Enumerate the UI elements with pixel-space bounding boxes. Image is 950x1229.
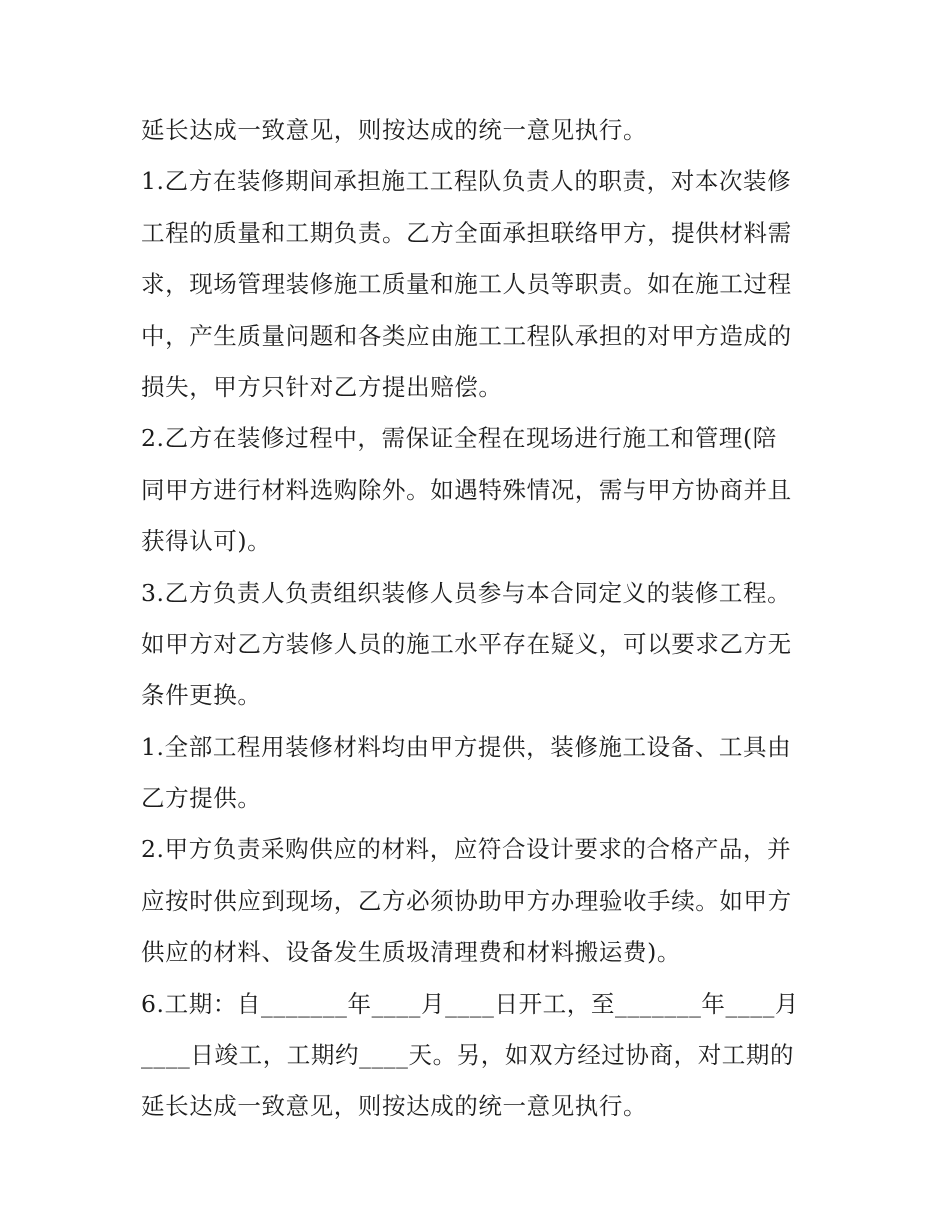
text-line: 如甲方对乙方装修人员的施工水平存在疑义，可以要求乙方无 [141, 629, 792, 658]
text-line: 工程的质量和工期负责。乙方全面承担联络甲方，提供材料需 [141, 218, 792, 247]
text-line: 2.甲方负责采购供应的材料，应符合设计要求的合格产品，并 [141, 835, 792, 864]
text-line: 1.乙方在装修期间承担施工工程队负责人的职责，对本次装修 [141, 167, 792, 196]
text-line: 中，产生质量问题和各类应由施工工程队承担的对甲方造成的 [141, 321, 792, 350]
text-line: 应按时供应到现场，乙方必须协助甲方办理验收手续。如甲方 [141, 886, 792, 915]
text-line: ____日竣工，工期约____天。另，如双方经过协商，对工期的 [141, 1041, 795, 1070]
text-line: 延长达成一致意见，则按达成的统一意见执行。 [141, 1092, 648, 1121]
text-line: 2.乙方在装修过程中，需保证全程在现场进行施工和管理(陪 [141, 424, 777, 453]
text-line: 条件更换。 [141, 681, 262, 710]
text-line: 损失，甲方只针对乙方提出赔偿。 [141, 372, 503, 401]
text-line: 求，现场管理装修施工质量和施工人员等职责。如在施工过程 [141, 270, 792, 299]
text-line: 供应的材料、设备发生质圾清理费和材料搬运费)。 [141, 938, 681, 967]
text-line: 获得认可)。 [141, 527, 272, 556]
text-line: 乙方提供。 [141, 784, 262, 813]
text-line: 同甲方进行材料选购除外。如遇特殊情况，需与甲方协商并且 [141, 475, 792, 504]
text-line: 1.全部工程用装修材料均由甲方提供，装修施工设备、工具由 [141, 732, 792, 761]
document-body [141, 105, 821, 1133]
text-line: 3.乙方负责人负责组织装修人员参与本合同定义的装修工程。 [141, 578, 792, 607]
text-line: 6.工期：自_______年____月____日开工，至_______年____月 [141, 989, 800, 1018]
text-line: 延长达成一致意见，则按达成的统一意见执行。 [141, 116, 648, 144]
